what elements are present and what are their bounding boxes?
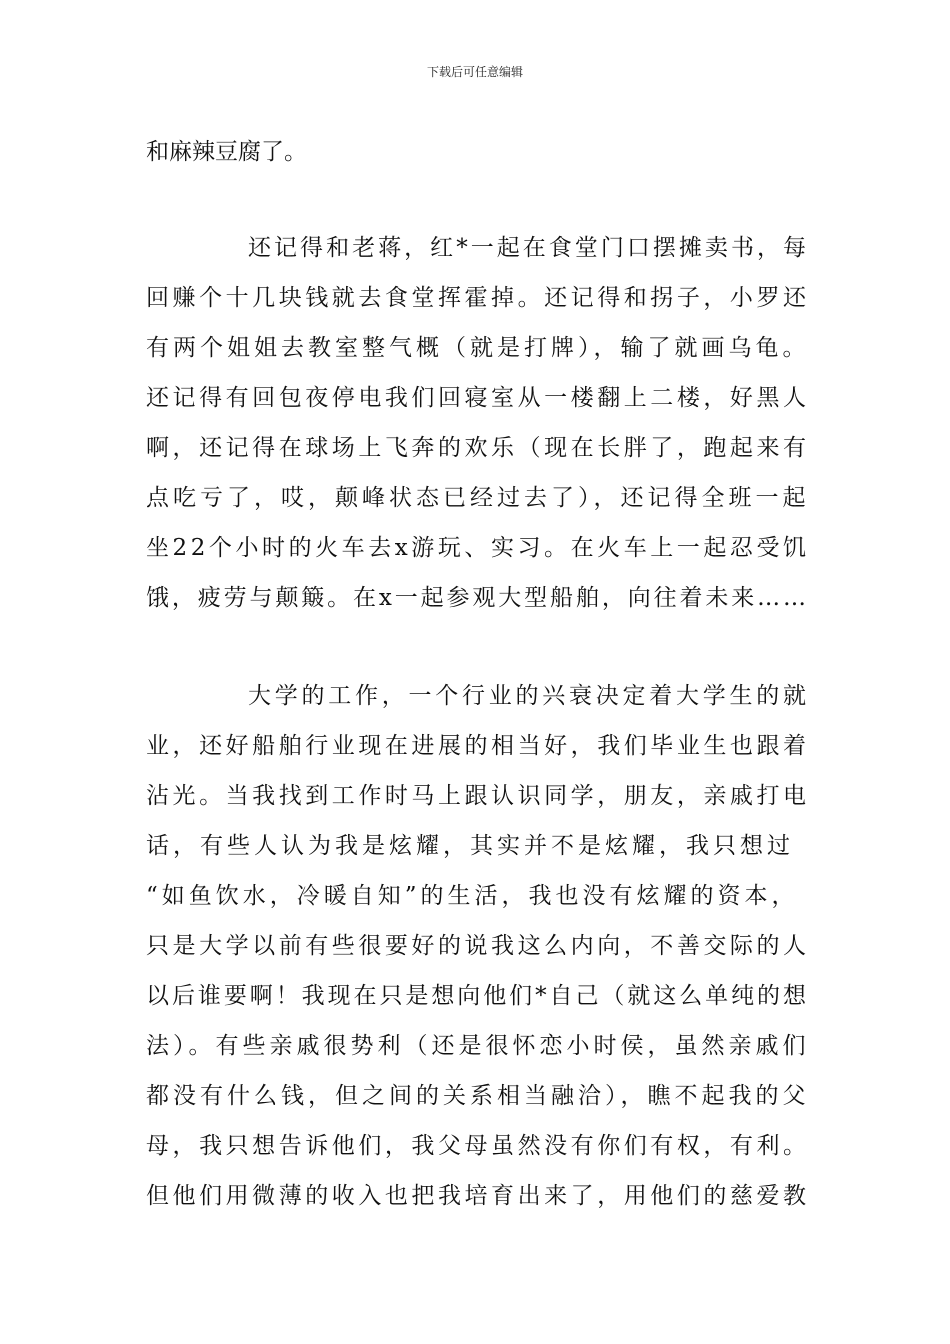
text-line: 还记得有回包夜停电我们回寝室从一楼翻上二楼，好黑人 [146,385,810,411]
page-header: 下载后可任意编辑 [426,65,523,79]
text-line: 只是大学以前有些很要好的说我这么内向，不善交际的人 [146,933,810,959]
text-line: 话，有些人认为我是炫耀，其实并不是炫耀，我只想过 [146,833,794,859]
text-line: 坐22个小时的火车去x游玩、实习。在火车上一起忍受饥 [146,535,810,561]
text-line: 大学的工作，一个行业的兴衰决定着大学生的就 [248,683,810,709]
text-line: 以后谁要啊！我现在只是想向他们*自己（就这么单纯的想 [146,983,809,1009]
text-line: 回赚个十几块钱就去食堂挥霍掉。还记得和拐子，小罗还 [146,285,810,311]
text-line: 法）。有些亲戚很势利（还是很怀恋小时侯，虽然亲戚们 [146,1033,810,1059]
text-line: 业，还好船舶行业现在进展的相当好，我们毕业生也跟着 [146,733,810,759]
text-line: 都没有什么钱，但之间的关系相当融洽），瞧不起我的父 [146,1083,810,1109]
text-line: 啊，还记得在球场上飞奔的欢乐（现在长胖了，跑起来有 [146,435,810,461]
text-line: 点吃亏了，哎，颠峰状态已经过去了），还记得全班一起 [146,485,810,511]
text-line: 但他们用微薄的收入也把我培育出来了，用他们的慈爱教 [146,1183,810,1209]
text-line: “如鱼饮水，冷暖自知”的生活，我也没有炫耀的资本， [146,883,799,909]
text-line: 沾光。当我找到工作时马上跟认识同学，朋友，亲戚打电 [146,783,810,809]
text-line: 母，我只想告诉他们，我父母虽然没有你们有权，有利。 [146,1133,810,1159]
text-line: 饿，疲劳与颠簸。在x一起参观大型船舶，向往着未来…… [146,585,809,611]
text-line: 和麻辣豆腐了。 [146,139,307,165]
text-line: 有两个姐姐去教室整气概（就是打牌），输了就画乌龟。 [146,335,810,361]
text-line: 还记得和老蒋，红*一起在食堂门口摆摊卖书，每 [248,235,810,261]
